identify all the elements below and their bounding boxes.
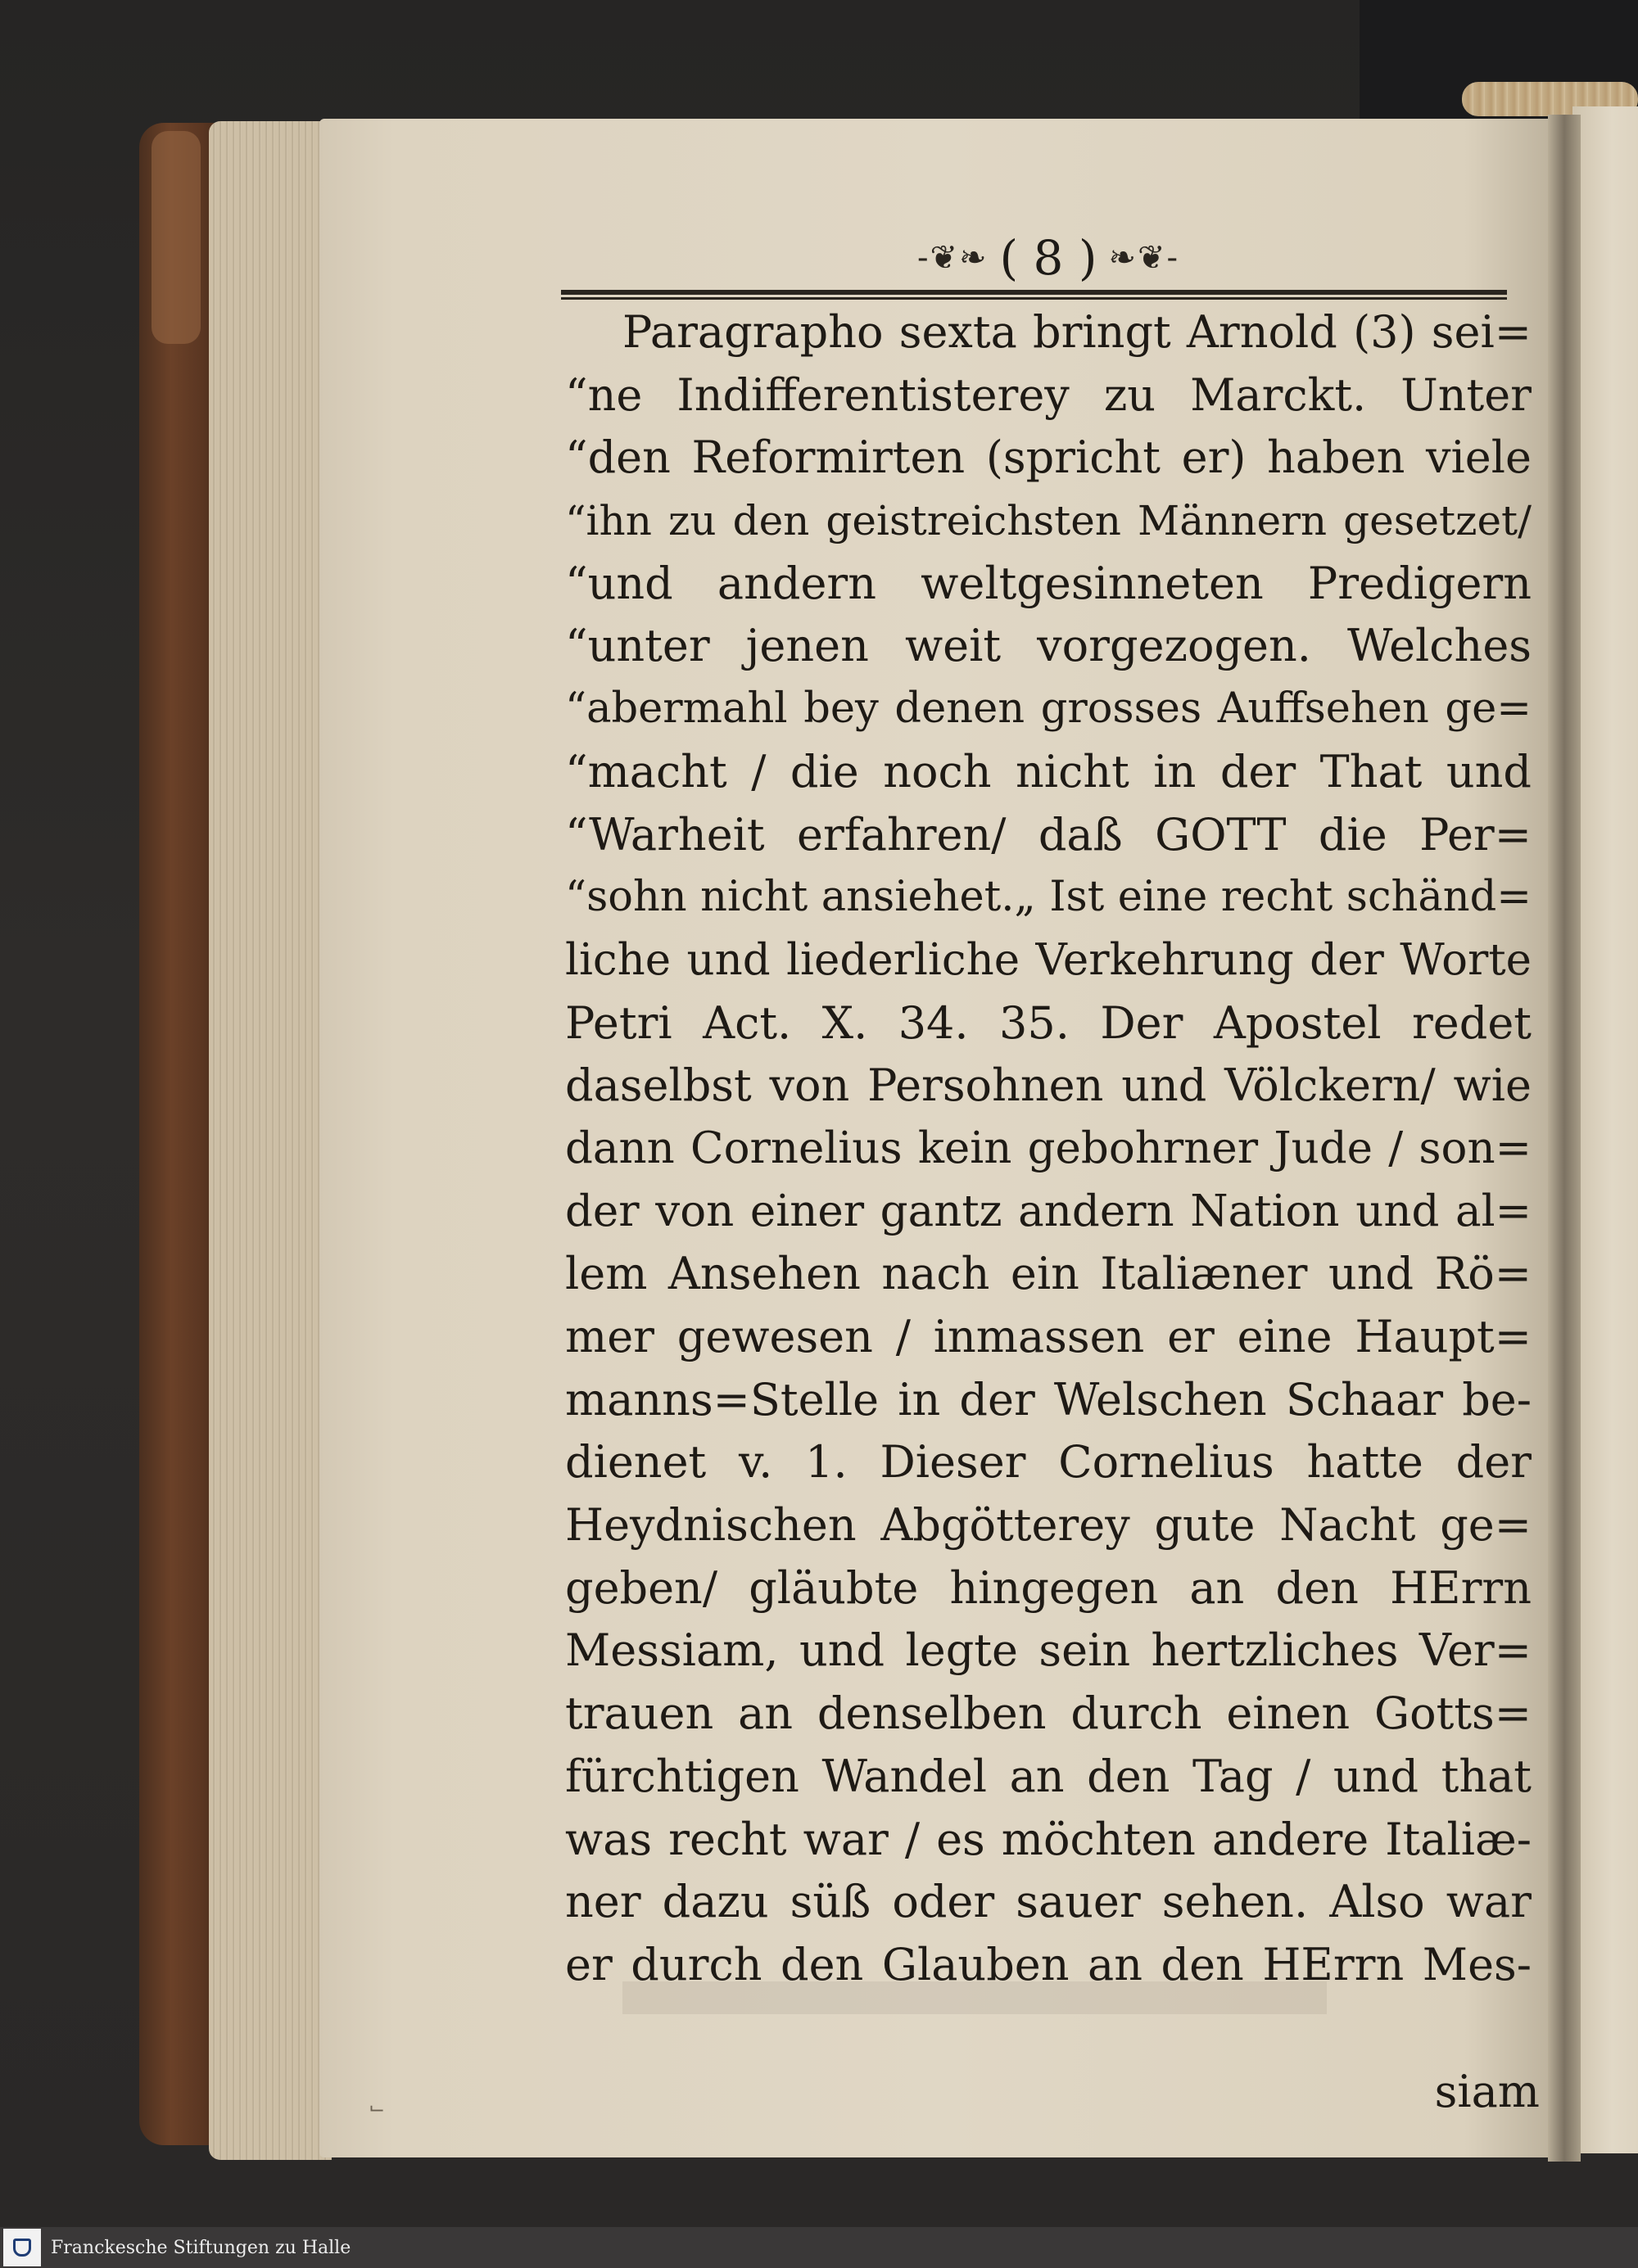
text-line: “ne Indifferentisterey zu Marckt. Unter [565, 368, 1532, 421]
text-line: daselbst von Persohnen und Völckern/ wie [565, 1059, 1532, 1112]
text-line: manns=Stelle in der Welschen Schaar be- [565, 1373, 1532, 1425]
text-line: trauen an denselben durch einen Gotts= [565, 1687, 1532, 1740]
text-line: Petri Act. X. 34. 35. Der Apostel redet [565, 996, 1532, 1049]
ornament-left-icon: -❦❧ [916, 239, 989, 277]
text-line: “den Reformirten (spricht er) haben viele [565, 431, 1532, 484]
text-line: fürchtigen Wandel an den Tag / und that [565, 1750, 1532, 1802]
body-text [565, 301, 1532, 2037]
text-line: “und andern weltgesinneten Predigern [565, 557, 1532, 609]
text-line: liche und liederliche Verkehrung der Worte [565, 934, 1532, 985]
text-line: geben/ gläubte hingegen an den HErrn [565, 1561, 1532, 1614]
text-line: was recht war / es möchten andere Italiæ- [565, 1813, 1532, 1865]
text-line: ner dazu süß oder sauer sehen. Also war [565, 1876, 1532, 1928]
text-line: lem Ansehen nach ein Italiæner und Rö= [565, 1248, 1532, 1300]
facing-page [1572, 106, 1638, 2153]
catchword: siam [1434, 2066, 1540, 2117]
text-line: er durch den Glauben an den HErrn Mes- [565, 1938, 1532, 1990]
text-line: der von einer gantz andern Nation und al= [565, 1186, 1532, 1236]
institution-logo-icon [3, 2229, 41, 2266]
page-number: ( 8 ) [999, 230, 1097, 286]
text-line: “sohn nicht ansiehet.„ Ist eine recht schänd= [565, 873, 1532, 922]
text-line: Paragrapho sexta bringt Arnold (3) sei= [622, 306, 1532, 358]
text-line: “ihn zu den geistreichsten Männern gesetzet/ [565, 497, 1532, 545]
ornament-right-icon: ❧❦- [1108, 239, 1180, 277]
page-header [860, 221, 1237, 295]
page-edges [209, 121, 332, 2160]
text-line: dienet v. 1. Dieser Cornelius hatte der [565, 1436, 1532, 1489]
header-rule [561, 290, 1507, 300]
corner-mark: ⌙ [369, 2096, 386, 2119]
text-line: “unter jenen weit vorgezogen. Welches [565, 620, 1532, 672]
spine-wear [152, 131, 201, 344]
shield-icon [13, 2239, 31, 2257]
footer-bar [0, 2227, 1638, 2268]
text-line: “abermahl bey denen grosses Auffsehen ge= [565, 684, 1532, 734]
text-line: mer gewesen / inmassen er eine Haupt= [565, 1311, 1532, 1362]
text-line: “macht / die noch nicht in der That und [565, 745, 1532, 797]
text-line: Messiam, und legte sein hertzliches Ver= [565, 1624, 1532, 1677]
text-line: Heydnischen Abgötterey gute Nacht ge= [565, 1499, 1532, 1552]
page-gutter [1548, 115, 1581, 2162]
text-line: dann Cornelius kein gebohrner Jude / son= [565, 1123, 1532, 1173]
text-line: “Warheit erfahren/ daß GOTT die Per= [565, 808, 1532, 861]
show-through-text [622, 1981, 1327, 2014]
footer-institution-label: Franckesche Stiftungen zu Halle [51, 2237, 351, 2258]
